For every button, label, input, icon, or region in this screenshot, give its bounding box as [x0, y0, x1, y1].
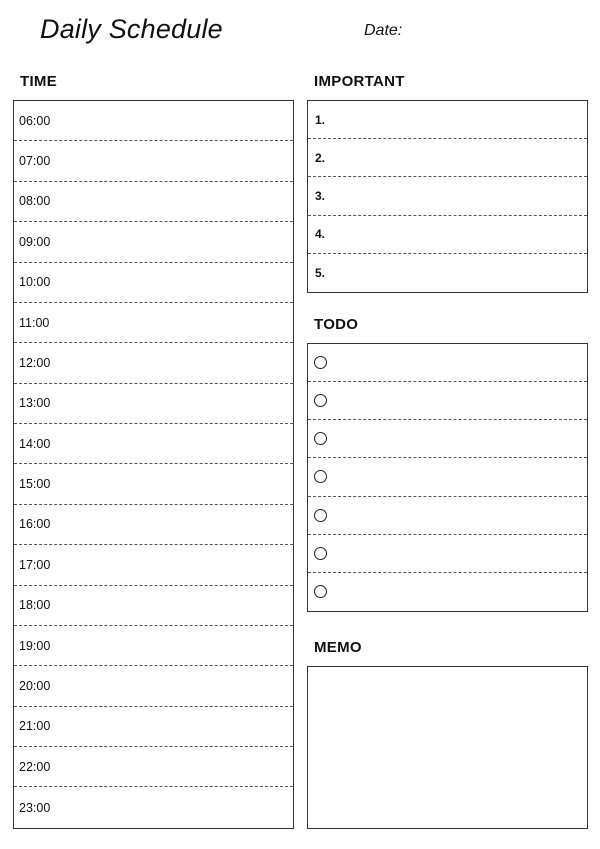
- time-slot-row[interactable]: [14, 182, 293, 222]
- circle-checkbox-icon[interactable]: [314, 432, 327, 445]
- todo-item-row[interactable]: [308, 458, 587, 496]
- memo-area[interactable]: [307, 666, 588, 829]
- time-slot-row[interactable]: [14, 384, 293, 424]
- time-slot-label: 06:00: [19, 113, 51, 128]
- time-slot-row[interactable]: [14, 343, 293, 383]
- todo-item-row[interactable]: [308, 497, 587, 535]
- circle-checkbox-icon[interactable]: [314, 470, 327, 483]
- important-item-number: 1.: [315, 112, 326, 127]
- time-section-label: TIME: [20, 73, 58, 90]
- time-slot-label: 18:00: [19, 598, 51, 613]
- time-slot-row[interactable]: [14, 787, 293, 827]
- important-item-row[interactable]: [308, 177, 587, 215]
- todo-list: [307, 343, 588, 612]
- circle-checkbox-icon[interactable]: [314, 585, 327, 598]
- time-slot-label: 22:00: [19, 759, 51, 774]
- time-slot-row[interactable]: [14, 747, 293, 787]
- important-item-row[interactable]: [308, 101, 587, 139]
- time-slot-row[interactable]: [14, 707, 293, 747]
- time-slot-label: 09:00: [19, 234, 51, 249]
- todo-item-row[interactable]: [308, 344, 587, 382]
- time-slot-label: 08:00: [19, 194, 51, 209]
- time-slot-row[interactable]: [14, 505, 293, 545]
- time-slot-label: 12:00: [19, 355, 51, 370]
- circle-checkbox-icon[interactable]: [314, 547, 327, 560]
- time-slot-label: 07:00: [19, 154, 51, 169]
- date-label: Date:: [364, 22, 403, 39]
- time-slot-label: 14:00: [19, 436, 51, 451]
- time-slot-label: 19:00: [19, 638, 51, 653]
- time-slot-label: 17:00: [19, 557, 51, 572]
- time-slot-label: 11:00: [19, 315, 50, 330]
- circle-checkbox-icon[interactable]: [314, 394, 327, 407]
- important-item-number: 4.: [315, 227, 326, 242]
- todo-item-row[interactable]: [308, 535, 587, 573]
- time-slot-label: 23:00: [19, 800, 51, 815]
- time-slot-label: 20:00: [19, 678, 51, 693]
- time-slot-row[interactable]: [14, 464, 293, 504]
- page-title: Daily Schedule: [40, 14, 223, 44]
- time-slot-label: 16:00: [19, 517, 51, 532]
- time-slot-label: 10:00: [19, 275, 51, 290]
- important-list: [307, 100, 588, 293]
- time-slot-row[interactable]: [14, 303, 293, 343]
- time-slot-row[interactable]: [14, 222, 293, 262]
- time-slot-row[interactable]: [14, 141, 293, 181]
- todo-item-row[interactable]: [308, 420, 587, 458]
- circle-checkbox-icon[interactable]: [314, 509, 327, 522]
- important-item-number: 2.: [315, 150, 326, 165]
- important-item-row[interactable]: [308, 139, 587, 177]
- time-slot-row[interactable]: [14, 626, 293, 666]
- memo-section-label: MEMO: [314, 639, 362, 656]
- time-slot-row[interactable]: [14, 586, 293, 626]
- time-slot-row[interactable]: [14, 101, 293, 141]
- important-item-number: 5.: [315, 265, 326, 280]
- time-slot-label: 15:00: [19, 477, 51, 492]
- circle-checkbox-icon[interactable]: [314, 356, 327, 369]
- important-item-row[interactable]: [308, 216, 587, 254]
- important-item-row[interactable]: [308, 254, 587, 292]
- time-slot-label: 13:00: [19, 396, 51, 411]
- time-slot-row[interactable]: [14, 666, 293, 706]
- time-slot-row[interactable]: [14, 263, 293, 303]
- important-item-number: 3.: [315, 188, 326, 203]
- todo-item-row[interactable]: [308, 382, 587, 420]
- time-slot-label: 21:00: [19, 719, 51, 734]
- time-table: [13, 100, 294, 829]
- time-slot-row[interactable]: [14, 424, 293, 464]
- time-slot-row[interactable]: [14, 545, 293, 585]
- todo-item-row[interactable]: [308, 573, 587, 611]
- todo-section-label: TODO: [314, 316, 359, 333]
- important-section-label: IMPORTANT: [314, 73, 405, 90]
